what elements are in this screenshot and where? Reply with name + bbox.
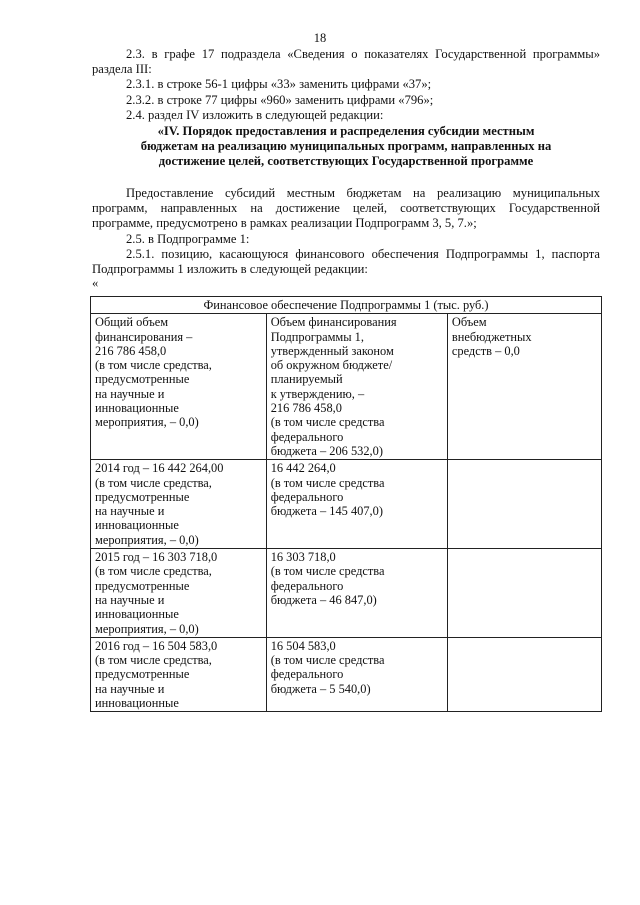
cell-text-line: Общий объем (95, 315, 169, 330)
cell-text-line: бюджета – 5 540,0) (270, 681, 371, 696)
table-row (91, 549, 602, 638)
cell-text-line: федерального (270, 489, 344, 504)
cell-text-line: 216 786 458,0 (270, 401, 342, 416)
cell-text-line: Подпрограммы 1, (270, 329, 364, 344)
cell-text-line: предусмотренные (95, 372, 190, 387)
cell-text-line: мероприятия, – 0,0) (95, 532, 199, 547)
document-body (92, 47, 600, 289)
cell-text-line: на научные и (95, 386, 165, 401)
table-cell-extrabudgetary (447, 314, 601, 460)
cell-text-line: финансирования – (95, 329, 193, 344)
table-cell-approved (266, 314, 447, 460)
table-cell-empty (447, 549, 601, 638)
table-row (91, 314, 602, 460)
cell-text-line: 2016 год – 16 504 583,0 (95, 638, 218, 653)
table-cell-year-2016-federal (266, 637, 447, 711)
cell-text-line: Объем (451, 315, 487, 330)
opening-quote: « (92, 276, 99, 291)
cell-text-line: (в том числе средства, (95, 653, 212, 668)
paragraph-2-5-1: 2.5.1. позицию, касающуюся финансового обеспечения Подпрограммы 1, паспорта Подпрограммы 1 изложить в следующей редакции: (92, 246, 600, 277)
paragraph-2-3-1: 2.3.1. в строке 56-1 цифры «33» заменить цифрами «37»; (126, 77, 432, 92)
cell-text-line: инновационные (95, 401, 179, 416)
table-row (91, 637, 602, 711)
table-cell-year-2016 (91, 637, 267, 711)
cell-text-line: федерального (270, 429, 344, 444)
cell-text-line: федерального (270, 667, 344, 682)
cell-text-line: 16 504 583,0 (270, 638, 336, 653)
section-heading-line-3: достижение целей, соответствующих Государственной программе (158, 154, 534, 169)
cell-text-line: (в том числе средства (270, 415, 385, 430)
cell-text-line: инновационные (95, 518, 179, 533)
cell-text-line: внебюджетных (451, 329, 532, 344)
table-row (91, 460, 602, 549)
section-heading-line-2: бюджетам на реализацию муниципальных программ, направленных на (140, 139, 552, 154)
cell-text-line: предусмотренные (95, 489, 190, 504)
table-header: Финансовое обеспечение Подпрограммы 1 (тыс. руб.) (91, 297, 602, 314)
table-cell-year-2015 (91, 549, 267, 638)
section-heading-line-1: «IV. Порядок предоставления и распределения субсидии местным (157, 124, 535, 139)
cell-text-line: на научные и (95, 592, 165, 607)
cell-text-line: (в том числе средства (270, 564, 385, 579)
paragraph-2-3: 2.3. в графе 17 подраздела «Сведения о показателях Государственной программы» раздела III: (92, 47, 600, 77)
cell-text-line: (в том числе средства (270, 475, 385, 490)
cell-text-line: мероприятия, – 0,0) (95, 621, 199, 636)
cell-text-line: 16 442 264,0 (270, 461, 336, 476)
cell-text-line: (в том числе средства, (95, 358, 212, 373)
paragraph-2-3-2: 2.3.2. в строке 77 цифры «960» заменить цифрами «796»; (126, 92, 434, 107)
cell-text-line: об окружном бюджете/ (270, 358, 393, 373)
cell-text-line: (в том числе средства, (95, 475, 212, 490)
cell-text-line: (в том числе средства, (95, 564, 212, 579)
cell-text-line: средств – 0,0 (451, 343, 520, 358)
cell-text-line: на научные и (95, 504, 165, 519)
cell-text-line: 216 786 458,0 (95, 343, 167, 358)
paragraph-subsidies: Предоставление субсидий местным бюджетам на реализацию муниципальных программ, направленных на достижение целей, соответствующих Государственной программе, предусмотрено в рамках реализации Подпрограмм 3, 5, 7.»; (92, 186, 600, 231)
cell-text-line: инновационные (95, 607, 179, 622)
cell-text-line: к утверждению, – (270, 386, 365, 401)
table-cell-empty (447, 460, 601, 549)
cell-text-line: федерального (270, 578, 344, 593)
table-cell-total (91, 314, 267, 460)
cell-text-line: бюджета – 206 532,0) (270, 443, 383, 458)
section-heading (92, 124, 600, 169)
cell-text-line: 2014 год – 16 442 264,00 (95, 461, 224, 476)
cell-text-line: предусмотренные (95, 578, 190, 593)
page-number: 18 (313, 31, 327, 45)
cell-text-line: планируемый (270, 372, 343, 387)
paragraph-2-4: 2.4. раздел IV изложить в следующей редакции: (126, 107, 384, 122)
cell-text-line: утвержденный законом (270, 343, 394, 358)
paragraph-2-5: 2.5. в Подпрограмме 1: (126, 231, 250, 246)
cell-text-line: предусмотренные (95, 667, 190, 682)
financing-table (90, 296, 602, 712)
cell-text-line: на научные и (95, 681, 165, 696)
cell-text-line: бюджета – 46 847,0) (270, 592, 377, 607)
table-cell-year-2015-federal (266, 549, 447, 638)
cell-text-line: (в том числе средства (270, 653, 385, 668)
table-cell-empty (447, 637, 601, 711)
cell-text-line: 2015 год – 16 303 718,0 (95, 550, 218, 565)
spacer (92, 169, 600, 186)
table-header-row (91, 297, 602, 314)
cell-text-line: 16 303 718,0 (270, 550, 336, 565)
cell-text-line: бюджета – 145 407,0) (270, 504, 383, 519)
cell-text-line: Объем финансирования (270, 315, 397, 330)
cell-text-line: мероприятия, – 0,0) (95, 415, 199, 430)
cell-text-line: инновационные (95, 696, 179, 711)
table-cell-year-2014 (91, 460, 267, 549)
table-cell-year-2014-federal (266, 460, 447, 549)
